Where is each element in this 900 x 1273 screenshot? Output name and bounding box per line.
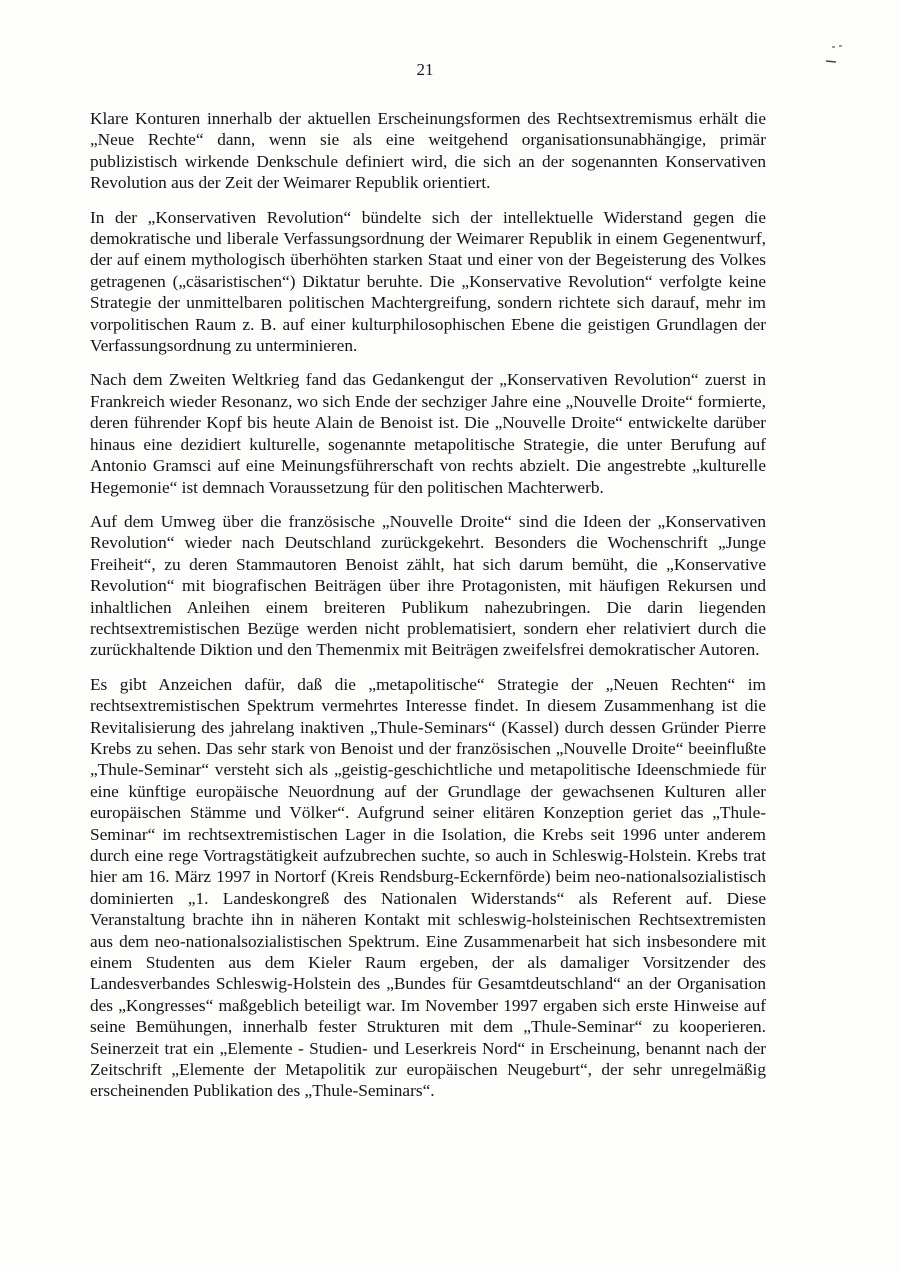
paragraph-neue-rechte-definition: Klare Konturen innerhalb der aktuellen Erscheinungsformen des Rechtsextremismus erhält die „Neue Rechte“ dann, wenn sie als eine weitgehend organisationsunabhängige, primär publizistisch wirkende Denkschule definiert wird, die sich an der sogenannten Konservativen Revolution aus der Zeit der Weimarer Republik orientiert. (90, 109, 766, 193)
paragraph-konservative-revolution: In der „Konservativen Revolution“ bündelte sich der intellektuelle Widerstand gegen die demokratische und liberale Verfassungsordnung der Weimarer Republik in einem Gegenentwurf, der auf einem mythologisch überhöhten starken Staat und einer von der Begeisterung des Volkes getragenen („cäsaristischen“) Diktatur beruhte. Die „Konservative Revolution“ verfolgte keine Strategie der unmittelbaren politischen Machtergreifung, sondern richtete sich darauf, mehr im vorpolitischen Raum z. B. auf einer kulturphilosophischen Ebene die geistigen Grundlagen der Verfassungsordnung zu unterminieren. (90, 207, 766, 356)
paragraph-thule-seminar: Es gibt Anzeichen dafür, daß die „metapolitische“ Strategie der „Neuen Rechten“ im rechtsextremistischen Spektrum vermehrtes Interesse findet. In diesem Zusammenhang ist die Revitalisierung des jahrelang inaktiven „Thule-Seminars“ (Kassel) durch dessen Gründer Pierre Krebs zu sehen. Das sehr stark von Benoist und der französischen „Nouvelle Droite“ beeinflußte „Thule-Seminar“ versteht sich als „geistig-geschichtliche und metapolitische Ideenschmiede für eine künftige europäische Neuordnung auf der Grundlage der gewachsenen Kulturen aller europäischen Stämme und Völker“. Aufgrund seiner elitären Konzeption geriet das „Thule-Seminar“ im rechtsextremistischen Lager in die Isolation, die Krebs seit 1996 unter anderem durch eine rege Vortragstätigkeit aufzubrechen suchte, so auch in Schleswig-Holstein. Krebs trat hier am 16. März 1997 in Nortorf (Kreis Rendsburg-Eckernförde) beim neo-nationalsozialistisch dominierten „1. Landeskongreß des Nationalen Widerstands“ als Referent auf. Diese Veranstaltung brachte ihn in näheren Kontakt mit schleswig-holsteinischen Rechtsextremisten aus dem neo-nationalsozialistischen Spektrum. Eine Zusammenarbeit hat sich insbesondere mit einem Studenten aus dem Kieler Raum ergeben, der als damaliger Vorsitzender des Landesverbandes Schleswig-Holstein des „Bundes für Gesamtdeutschland“ an der Organisation des „Kongresses“ maßgeblich beteiligt war. Im November 1997 ergaben sich erste Hinweise auf seine Bemühungen, innerhalb fester Strukturen mit dem „Thule-Seminar“ zu kooperieren. Seinerzeit trat ein „Elemente - Studien- und Leserkreis Nord“ in Erscheinung, benannt nach der Zeitschrift „Elemente der Metapolitik zur europäischen Neugeburt“, der sehr unregelmäßig erscheinenden Publikation des „Thule-Seminars“. (90, 674, 766, 1101)
body-text (90, 108, 766, 1102)
paragraph-junge-freiheit: Auf dem Umweg über die französische „Nouvelle Droite“ sind die Ideen der „Konservativen Revolution“ wieder nach Deutschland zurückgekehrt. Besonders die Wochenschrift „Junge Freiheit“, zu deren Stammautoren Benoist zählt, hat sich darum bemüht, die „Konservative Revolution“ mit biografischen Beiträgen über ihre Protagonisten, mit häufigen Rekursen und inhaltlichen Anleihen einem breiteren Publikum nahezubringen. Die darin liegenden rechtsextremistischen Bezüge werden nicht problematisiert, sondern eher relativiert durch die zurückhaltende Diktion und den Themenmix mit Beiträgen zweifelsfrei demokratischer Autoren. (90, 511, 766, 660)
paragraph-nouvelle-droite: Nach dem Zweiten Weltkrieg fand das Gedankengut der „Konservativen Revolution“ zuerst in Frankreich wieder Resonanz, wo sich Ende der sechziger Jahre eine „Nouvelle Droite“ formierte, deren führender Kopf bis heute Alain de Benoist ist. Die „Nouvelle Droite“ entwickelte darüber hinaus eine dezidiert kulturelle, sogenannte metapolitische Strategie, die unter Berufung auf Antonio Gramsci auf eine Meinungsführerschaft von rechts abzielt. Die angestrebte „kulturelle Hegemonie“ ist demnach Voraussetzung für den politischen Machterwerb. (90, 370, 766, 497)
page-number: 21 (416, 60, 434, 79)
